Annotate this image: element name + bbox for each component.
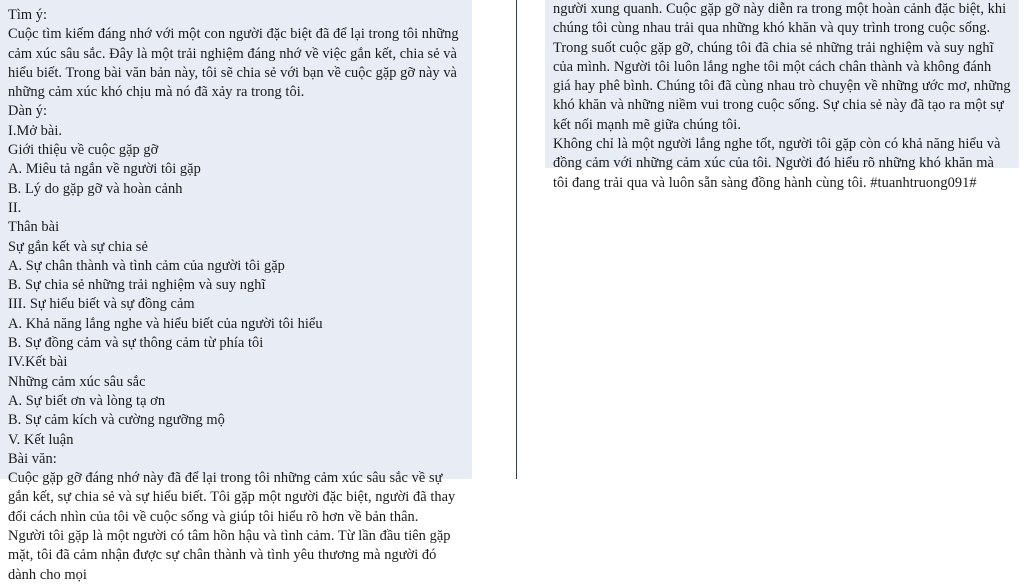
column-divider <box>516 0 517 479</box>
text-line: B. Sự đồng cảm và sự thông cảm từ phía tôi <box>8 335 264 352</box>
right-text-column <box>545 0 1019 191</box>
text-line: Giới thiệu về cuộc gặp gỡ <box>8 142 159 159</box>
text-line: Tìm ý: <box>8 7 48 23</box>
left-text-column <box>0 0 472 583</box>
text-line: A. Sự biết ơn và lòng tạ ơn <box>8 392 166 409</box>
text-line: IV.Kết bài <box>8 354 68 371</box>
text-line: B. Lý do gặp gỡ và hoàn cảnh <box>8 180 183 197</box>
text-line: Cuộc tìm kiếm đáng nhớ với một con người đặc biệt đã để lại trong tôi những cảm xúc sâu sắc. Đây là một trải nghiệm đáng nhớ về việc gắn kết, chia sẻ và hiểu biết. Trong bài văn bản này, tôi sẽ chia sẻ với bạn về cuộc gặp gỡ này và những cảm xúc khó chịu mà nó đã xảy ra trong tôi. <box>8 26 459 101</box>
text-line: Cuộc gặp gỡ đáng nhớ này đã để lại trong tôi những cảm xúc sâu sắc về sự gắn kết, sự chia sẻ và sự hiểu biết. Tôi gặp một người đặc biệt, người đã thay đổi cách nhìn của tôi về cuộc sống và giúp tôi hiểu rõ hơn về bản thân. <box>8 470 456 525</box>
text-line: III. Sự hiểu biết và sự đồng cảm <box>8 296 195 313</box>
text-line: Sự gắn kết và sự chia sẻ <box>8 238 148 255</box>
text-line: II. <box>8 199 22 216</box>
text-line: A. Miêu tả ngắn về người tôi gặp <box>8 161 201 178</box>
text-line: Không chỉ là một người lắng nghe tốt, người tôi gặp còn có khả năng hiểu và đồng cảm với những cảm xúc của tôi. Người đó hiểu rõ những khó khăn mà tôi đang trải qua và luôn sẵn sàng đồng hành cùng tôi. #tuanhtruong091# <box>553 136 1001 191</box>
text-line: I.Mở bài. <box>8 122 63 139</box>
text-line: A. Sự chân thành và tình cảm của người tôi gặp <box>8 257 285 274</box>
text-line: Người tôi gặp là một người có tâm hồn hậu và tình cảm. Từ lần đầu tiên gặp mặt, tôi đã cảm nhận được sự chân thành và tình yêu thương mà người đó dành cho mọi <box>8 528 451 583</box>
text-line: A. Khả năng lắng nghe và hiểu biết của người tôi hiểu <box>8 315 323 332</box>
text-line: Bài văn: <box>8 450 57 467</box>
text-line: B. Sự chia sẻ những trải nghiệm và suy nghĩ <box>8 277 266 294</box>
text-line: B. Sự cảm kích và cường ngưỡng mộ <box>8 412 225 429</box>
text-line: Thân bài <box>8 219 60 236</box>
text-line: người xung quanh. Cuộc gặp gỡ này diễn ra trong một hoàn cảnh đặc biệt, khi chúng tôi cùng nhau trải qua những khó khăn và quy trình trong cuộc sống. <box>553 1 1007 37</box>
text-line: Những cảm xúc sâu sắc <box>8 373 146 390</box>
text-line: Trong suốt cuộc gặp gỡ, chúng tôi đã chia sẻ những trải nghiệm và suy nghĩ của mình. Người tôi luôn lắng nghe tôi một cách chân thành và không đánh giá hay phê bình. Chúng tôi đã cùng nhau trò chuyện về những ước mơ, những khó khăn và những niềm vui trong cuộc sống. Sự chia sẻ này đã tạo ra một sự kết nối mạnh mẽ giữa chúng tôi. <box>553 39 1011 133</box>
text-line: Dàn ý: <box>8 103 48 120</box>
text-line: V. Kết luận <box>8 431 74 448</box>
